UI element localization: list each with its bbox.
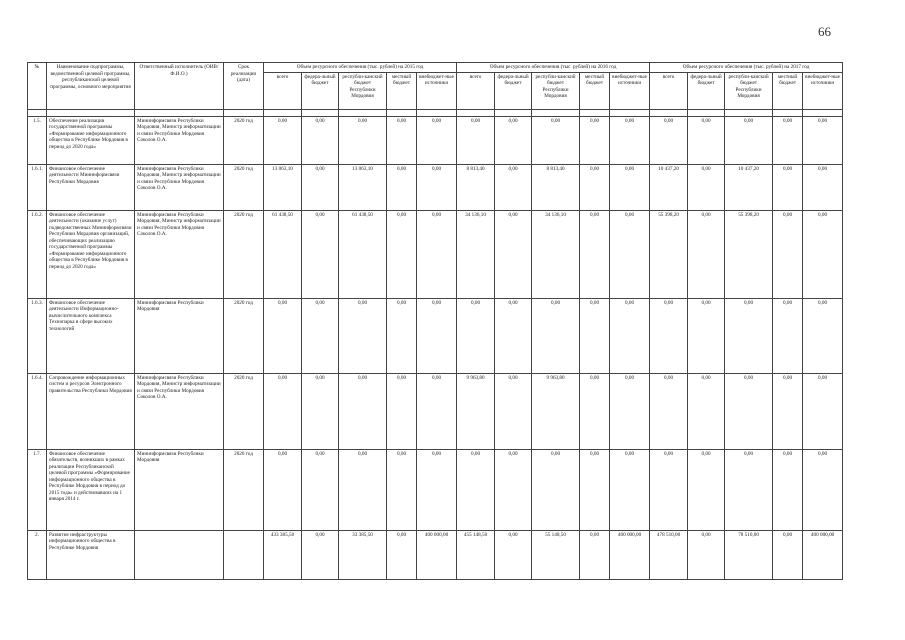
header-sub-2017-1: федера-льный бюджет bbox=[688, 72, 725, 109]
row-value: 400 000,00 bbox=[610, 530, 650, 579]
row-value: 0,00 bbox=[457, 116, 495, 164]
row-term: 2020 год bbox=[224, 373, 264, 449]
row-value: 61 438,50 bbox=[264, 210, 302, 298]
header-sub-2016-0: всего bbox=[457, 72, 495, 109]
row-value: 0,00 bbox=[688, 164, 725, 210]
row-value: 78 510,00 bbox=[725, 530, 773, 579]
row-value: 0,00 bbox=[688, 530, 725, 579]
row-value: 0,00 bbox=[580, 164, 610, 210]
row-value: 34 136,10 bbox=[457, 210, 495, 298]
row-value: 0,00 bbox=[457, 298, 495, 373]
row-value: 0,00 bbox=[387, 164, 417, 210]
row-value: 0,00 bbox=[495, 164, 532, 210]
row-value: 0,00 bbox=[387, 373, 417, 449]
row-value: 0,00 bbox=[387, 210, 417, 298]
row-value: 0,00 bbox=[803, 116, 843, 164]
row-value: 9 963,80 bbox=[457, 373, 495, 449]
header-row-top bbox=[28, 63, 843, 73]
row-value: 0,00 bbox=[264, 373, 302, 449]
row-executor: Мининформсвязи Республики Мордовия, Министр информатизации и связи Республики Мордовия Соколов О.А. bbox=[135, 210, 224, 298]
row-value: 0,00 bbox=[495, 530, 532, 579]
row-value: 13 063,10 bbox=[339, 164, 387, 210]
row-executor: Мининформсвязи Республики Мордовия, Министр информатизации и связи Республики Мордовия Соколов О.А. bbox=[135, 164, 224, 210]
row-value: 0,00 bbox=[688, 116, 725, 164]
table-row bbox=[28, 210, 843, 298]
row-value: 0,00 bbox=[773, 530, 803, 579]
row-value: 0,00 bbox=[688, 210, 725, 298]
row-num: 1.6.3. bbox=[28, 298, 47, 373]
row-value: 0,00 bbox=[650, 116, 688, 164]
row-num: 1.6.1. bbox=[28, 164, 47, 210]
row-num: 1.6.4. bbox=[28, 373, 47, 449]
row-value: 9 963,80 bbox=[532, 373, 580, 449]
row-name: Финансовое обеспечение обязательств, возникших в рамках реализации Республиканской целевой программы «Формирование информационного общества в Республике Мордовия в период до 2015 года» и действовавших на 1 января 2014 г. bbox=[47, 449, 135, 530]
row-value: 0,00 bbox=[532, 116, 580, 164]
row-value: 0,00 bbox=[532, 298, 580, 373]
row-term: 2020 год bbox=[224, 298, 264, 373]
row-value: 0,00 bbox=[650, 298, 688, 373]
row-value: 0,00 bbox=[580, 210, 610, 298]
row-value: 34 136,10 bbox=[532, 210, 580, 298]
header-num: № bbox=[28, 63, 47, 110]
header-sub-2015-1: федера-льный бюджет bbox=[302, 72, 339, 109]
row-value: 0,00 bbox=[495, 116, 532, 164]
table-row bbox=[28, 530, 843, 579]
row-value: 0,00 bbox=[725, 298, 773, 373]
row-num: 1.5. bbox=[28, 116, 47, 164]
row-value: 0,00 bbox=[457, 449, 495, 530]
row-name: Обеспечение реализации государственной программы «Формирование информационного общества в Республике Мордовия в период до 2020 года» bbox=[47, 116, 135, 164]
row-name: Развитие инфраструктуры информационного общества в Республике Мордовия bbox=[47, 530, 135, 579]
row-value: 0,00 bbox=[725, 449, 773, 530]
row-value: 0,00 bbox=[610, 373, 650, 449]
row-num: 2. bbox=[28, 530, 47, 579]
row-value: 0,00 bbox=[803, 449, 843, 530]
row-value: 0,00 bbox=[650, 449, 688, 530]
row-value: 0,00 bbox=[803, 164, 843, 210]
row-value: 13 063,10 bbox=[264, 164, 302, 210]
row-value: 0,00 bbox=[580, 449, 610, 530]
row-value: 0,00 bbox=[417, 116, 457, 164]
row-value: 0,00 bbox=[417, 298, 457, 373]
row-value: 0,00 bbox=[773, 210, 803, 298]
row-value: 8 813,40 bbox=[532, 164, 580, 210]
row-value: 0,00 bbox=[610, 449, 650, 530]
row-value: 55 148,50 bbox=[532, 530, 580, 579]
table-row bbox=[28, 298, 843, 373]
row-value: 0,00 bbox=[773, 449, 803, 530]
row-value: 0,00 bbox=[495, 210, 532, 298]
header-sub-2016-4: внебюджет-ные источники bbox=[610, 72, 650, 109]
row-value: 0,00 bbox=[387, 530, 417, 579]
row-value: 0,00 bbox=[387, 449, 417, 530]
header-group-2017: Объем ресурсного обеспечения (тыс. рублей) на 2017 год bbox=[650, 63, 843, 73]
row-value: 0,00 bbox=[688, 449, 725, 530]
row-value: 0,00 bbox=[495, 298, 532, 373]
row-value: 0,00 bbox=[302, 449, 339, 530]
page-number: 66 bbox=[818, 24, 831, 39]
header-sub-2015-4: внебюджет-ные источники bbox=[417, 72, 457, 109]
row-value: 0,00 bbox=[302, 210, 339, 298]
row-value: 0,00 bbox=[302, 116, 339, 164]
row-value: 55 398,20 bbox=[650, 210, 688, 298]
row-num: 1.7. bbox=[28, 449, 47, 530]
row-value: 0,00 bbox=[417, 449, 457, 530]
row-executor: Мининформсвязи Республики Мордовия, Министр информатизации и связи Республики Мордовия Соколов О.А. bbox=[135, 116, 224, 164]
header-sub-2017-3: местный бюджет bbox=[773, 72, 803, 109]
row-executor: Мининформсвязи Республики Мордовия, Министр информатизации и связи Республики Мордовия Соколов О.А. bbox=[135, 373, 224, 449]
row-term: 2020 год bbox=[224, 116, 264, 164]
row-value: 0,00 bbox=[302, 164, 339, 210]
row-value: 478 510,00 bbox=[650, 530, 688, 579]
row-value: 0,00 bbox=[580, 298, 610, 373]
row-value: 0,00 bbox=[417, 210, 457, 298]
row-name: Финансовое обеспечение деятельности Мининформсвязи Республики Мордовия bbox=[47, 164, 135, 210]
table-row bbox=[28, 116, 843, 164]
header-sub-2015-3: местный бюджет bbox=[387, 72, 417, 109]
row-value: 0,00 bbox=[417, 373, 457, 449]
row-term: 2020 год bbox=[224, 449, 264, 530]
header-name: Наименование подпрограммы, ведомственной целевой программы, республиканской целевой программы, основного мероприятия bbox=[47, 63, 135, 110]
row-value: 433 385,50 bbox=[264, 530, 302, 579]
row-value: 0,00 bbox=[773, 298, 803, 373]
row-value: 0,00 bbox=[650, 373, 688, 449]
table-row bbox=[28, 449, 843, 530]
row-num: 1.6.2. bbox=[28, 210, 47, 298]
header-sub-2016-1: федера-льный бюджет bbox=[495, 72, 532, 109]
row-executor: Мининформсвязи Республики Мордовия bbox=[135, 298, 224, 373]
row-value: 0,00 bbox=[803, 298, 843, 373]
row-value: 400 000,00 bbox=[803, 530, 843, 579]
row-term: 2020 год bbox=[224, 210, 264, 298]
row-value: 0,00 bbox=[532, 449, 580, 530]
row-value: 0,00 bbox=[339, 116, 387, 164]
row-value: 0,00 bbox=[495, 373, 532, 449]
row-name: Сопровождение информационных систем и ресурсов Электронного правительства Республики Мордовия bbox=[47, 373, 135, 449]
table-row bbox=[28, 164, 843, 210]
spacer-row bbox=[28, 109, 843, 116]
row-value: 61 438,50 bbox=[339, 210, 387, 298]
row-value: 0,00 bbox=[264, 298, 302, 373]
row-value: 455 148,50 bbox=[457, 530, 495, 579]
row-value: 0,00 bbox=[725, 116, 773, 164]
header-sub-2017-2: республи-канский бюджет Республики Мордовия bbox=[725, 72, 773, 109]
row-value: 0,00 bbox=[302, 298, 339, 373]
row-name: Финансовое обеспечение деятельности (оказание услуг) подведомственных Мининформсвязи Республики Мордовия организаций, обеспечивающих реализацию государственной программы «Формирование информационного общества в Республике Мордовия в период до 2020 года» bbox=[47, 210, 135, 298]
row-term: 2020 год bbox=[224, 164, 264, 210]
row-name: Финансовое обеспечение деятельности Информационно-вычислительного комплекса Технопарка в сфере высоких технологий bbox=[47, 298, 135, 373]
row-value: 0,00 bbox=[610, 298, 650, 373]
row-value: 10 437,20 bbox=[725, 164, 773, 210]
header-term: Срок реализации (дата) bbox=[224, 63, 264, 110]
row-value: 0,00 bbox=[688, 298, 725, 373]
resource-table bbox=[27, 62, 843, 580]
row-value: 10 437,20 bbox=[650, 164, 688, 210]
row-value: 0,00 bbox=[495, 449, 532, 530]
row-value: 0,00 bbox=[773, 116, 803, 164]
header-sub-2016-3: местный бюджет bbox=[580, 72, 610, 109]
row-value: 0,00 bbox=[773, 373, 803, 449]
row-value: 0,00 bbox=[725, 373, 773, 449]
header-sub-2017-4: внебюджет-ные источники bbox=[803, 72, 843, 109]
row-executor bbox=[135, 530, 224, 579]
row-value: 0,00 bbox=[610, 116, 650, 164]
row-value: 0,00 bbox=[803, 210, 843, 298]
row-value: 0,00 bbox=[387, 298, 417, 373]
row-value: 0,00 bbox=[688, 373, 725, 449]
row-value: 0,00 bbox=[580, 373, 610, 449]
row-value: 0,00 bbox=[580, 116, 610, 164]
row-value: 0,00 bbox=[339, 449, 387, 530]
row-value: 0,00 bbox=[580, 530, 610, 579]
row-value: 0,00 bbox=[302, 530, 339, 579]
header-sub-2015-0: всего bbox=[264, 72, 302, 109]
row-value: 0,00 bbox=[610, 164, 650, 210]
header-sub-2016-2: республи-канский бюджет Республики Мордовия bbox=[532, 72, 580, 109]
row-value: 0,00 bbox=[264, 116, 302, 164]
row-value: 33 385,50 bbox=[339, 530, 387, 579]
header-group-2016: Объем ресурсного обеспечения (тыс. рублей) на 2016 год bbox=[457, 63, 650, 73]
row-value: 55 398,20 bbox=[725, 210, 773, 298]
row-value: 0,00 bbox=[803, 373, 843, 449]
row-value: 0,00 bbox=[302, 373, 339, 449]
row-value: 0,00 bbox=[417, 164, 457, 210]
row-executor: Мининформсвязи Республики Мордовия bbox=[135, 449, 224, 530]
row-value: 8 813,40 bbox=[457, 164, 495, 210]
row-value: 400 000,00 bbox=[417, 530, 457, 579]
header-group-2015: Объем ресурсного обеспечения (тыс. рублей) на 2015 год bbox=[264, 63, 457, 73]
header-sub-2017-0: всего bbox=[650, 72, 688, 109]
header-executor: Ответственный исполнитель (ОИВ/Ф.И.О.) bbox=[135, 63, 224, 110]
row-value: 0,00 bbox=[339, 298, 387, 373]
row-term bbox=[224, 530, 264, 579]
row-value: 0,00 bbox=[610, 210, 650, 298]
row-value: 0,00 bbox=[773, 164, 803, 210]
row-value: 0,00 bbox=[264, 449, 302, 530]
header-sub-2015-2: республи-канский бюджет Республики Мордовия bbox=[339, 72, 387, 109]
row-value: 0,00 bbox=[387, 116, 417, 164]
row-value: 0,00 bbox=[339, 373, 387, 449]
table-row bbox=[28, 373, 843, 449]
